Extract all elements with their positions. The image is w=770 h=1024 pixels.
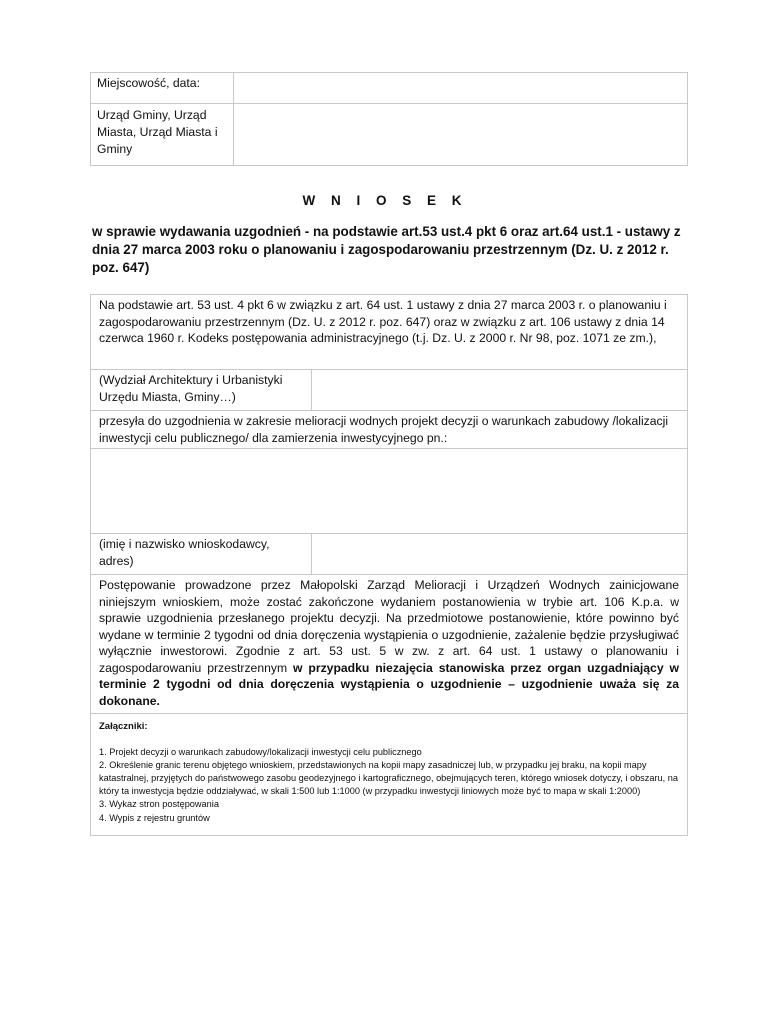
attachment-item: 4. Wypis z rejestru gruntów xyxy=(99,812,210,823)
procedure-text-regular: Postępowanie prowadzone przez Małopolski Zarząd Melioracji i Urządzeń Wodnych zainicjowane niniejszym wnioskiem, może zostać zakończone wydaniem postanowienia w trybie art. 106 K.p.a. w sprawie uzgodnienia przesłanego projektu decyzji. Na przedmiotowe postanowienie, które powinno być wydane w terminie 2 tygodni od dnia doręczenia wystąpienia o uzgodnienie, zażalenie będzie przysługiwać wyłącznie inwestorowi. Zgodnie z art. 53 ust. 5 w zw. z art. 64 ust. 1 ustawy o planowaniu i zagospodarowaniu przestrzennym xyxy=(99,578,679,675)
department-label: (Wydział Architektury i Urbanistyki Urzędu Miasta, Gminy…) xyxy=(91,370,312,411)
document-title: W N I O S E K xyxy=(302,193,468,208)
legal-basis-text: Na podstawie art. 53 ust. 4 pkt 6 w związku z art. 64 ust. 1 ustawy z dnia 27 marca 2003 r. o planowaniu i zagospodarowaniu przestrzennym (Dz. U. z 2012 r. poz. 647) oraz w związku z art. 106 ustawy z dnia 14 czerwca 1960 r. Kodeks postępowania administracyjnego (t.j. Dz. U. z 2000 r. Nr 98, poz. 1071 ze zm.), xyxy=(91,295,688,370)
procedure-text xyxy=(91,575,688,714)
place-date-label: Miejscowość, data: xyxy=(91,73,234,104)
investment-name-field[interactable] xyxy=(91,449,688,534)
office-field[interactable] xyxy=(234,104,688,166)
header-table xyxy=(90,72,688,166)
document-subtitle: w sprawie wydawania uzgodnień - na podstawie art.53 ust.4 pkt 6 oraz art.64 ust.1 - ustawy z dnia 27 marca 2003 roku o planowaniu i zagospodarowaniu przestrzennym (Dz. U. z 2012 r. poz. 647) xyxy=(92,224,681,275)
place-date-field[interactable] xyxy=(234,73,688,104)
attachments-label: Załączniki: xyxy=(99,721,148,732)
procedure-text-bold: w przypadku niezajęcia stanowiska przez organ uzgadniający w terminie 2 tygodni od dnia doręczenia wystąpienia o uzgodnienie – uzgodnienie uważa się za dokonane. xyxy=(99,660,679,708)
request-table xyxy=(90,294,688,836)
attachment-item: 2. Określenie granic terenu objętego wnioskiem, przedstawionych na kopii mapy zasadniczej lub, w przypadku jej braku, na kopii mapy katastralnej, przyjętych do państwowego zasobu geodezyjnego i kartograficznego, obejmujących teren, którego wniosek dotyczy, i obszaru, na który ta inwestycja będzie oddziaływać, w skali 1:500 lub 1:1000 (w przypadku inwestycji liniowych może być to mapa w skali 1:2000) xyxy=(99,759,678,797)
department-field[interactable] xyxy=(312,370,688,411)
attachment-item: 1. Projekt decyzji o warunkach zabudowy/lokalizacji inwestycji celu publicznego xyxy=(99,746,422,757)
office-label: Urząd Gminy, Urząd Miasta, Urząd Miasta i Gminy xyxy=(91,104,234,166)
attachment-item: 3. Wykaz stron postępowania xyxy=(99,799,219,810)
attachments-list xyxy=(99,746,679,825)
sends-text: przesyła do uzgodnienia w zakresie melioracji wodnych projekt decyzji o warunkach zabudowy /lokalizacji inwestycji celu publicznego/ dla zamierzenia inwestycyjnego pn.: xyxy=(91,411,688,449)
applicant-field[interactable] xyxy=(312,534,688,575)
attachments-section xyxy=(91,714,688,836)
applicant-label: (imię i nazwisko wnioskodawcy, adres) xyxy=(91,534,312,575)
